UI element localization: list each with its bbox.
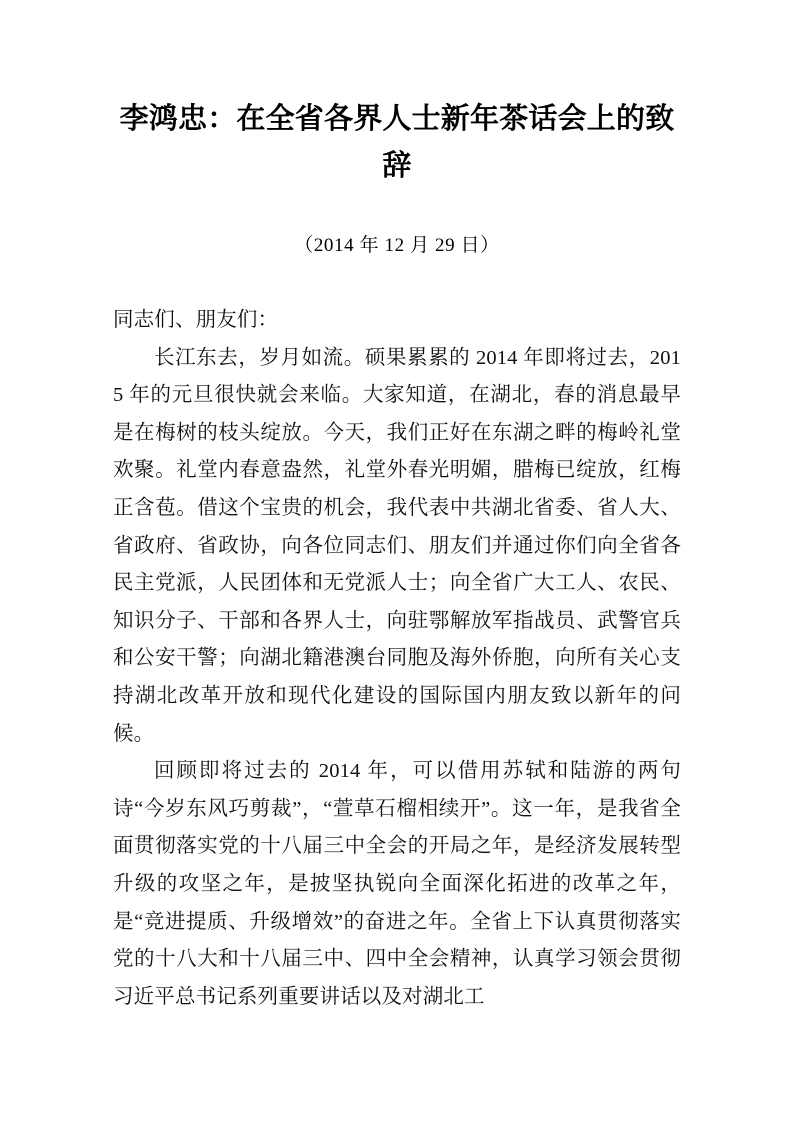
document-content <box>113 0 681 1016</box>
page-title: 李鸿忠：在全省各界人士新年茶话会上的致辞 <box>119 103 675 182</box>
document-body <box>113 261 681 1016</box>
salutation: 同志们、朋友们： <box>113 309 279 331</box>
body-paragraph: 回顾即将过去的 2014 年，可以借用苏轼和陆游的两句诗“今岁东风巧剪裁”，“萱草石榴相续开”。这一年，是我省全面贯彻落实党的十八届三中全会的开局之年，是经济发展转型升级的攻坚之年，是披坚执锐向全面深化拓进的改革之年，是“竞进提质、升级增效”的奋进之年。全省上下认真贯彻落实党的十八大和十八届三中、四中全会精神，认真学习领会贯彻习近平总书记系列重要讲话以及对湖北工 <box>113 760 681 1008</box>
body-paragraph: 长江东去，岁月如流。硕果累累的 2014 年即将过去，2015 年的元旦很快就会来临。大家知道，在湖北，春的消息最早是在梅树的枝头绽放。今天，我们正好在东湖之畔的梅岭礼堂欢聚。礼堂内春意盎然，礼堂外春光明媚，腊梅已绽放，红梅正含苞。借这个宝贵的机会，我代表中共湖北省委、省人大、省政府、省政协，向各位同志们、朋友们并通过你们向全省各民主党派，人民团体和无党派人士；向全省广大工人、农民、知识分子、干部和各界人士，向驻鄂解放军指战员、武警官兵和公安干警；向湖北籍港澳台同胞及海外侨胞，向所有关心支持湖北改革开放和现代化建设的国际国内朋友致以新年的问候。 <box>113 346 681 745</box>
document-date: （2014 年 12 月 29 日） <box>294 235 500 256</box>
